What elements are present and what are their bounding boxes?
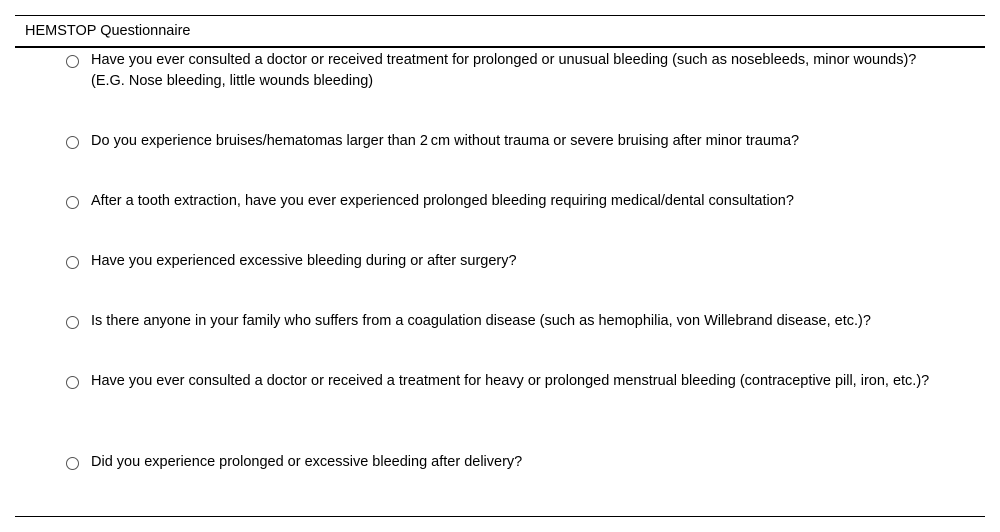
table-header-title: HEMSTOP Questionnaire — [25, 23, 191, 39]
question-text: After a tooth extraction, have you ever experienced prolonged bleeding requiring medical/dental consultation? — [91, 193, 794, 209]
answer-radio-button[interactable] — [66, 457, 79, 470]
question-row — [66, 50, 946, 92]
question-row — [66, 452, 946, 473]
question-text: Have you ever consulted a doctor or received a treatment for heavy or prolonged menstrual bleeding (contraceptive pill, iron, etc.)? — [91, 373, 930, 389]
answer-radio-button[interactable] — [66, 316, 79, 329]
answer-radio-button[interactable] — [66, 256, 79, 269]
question-text: Have you ever consulted a doctor or received treatment for prolonged or unusual bleeding (such as nosebleeds, minor wounds)? (E.G. Nose bleeding, little wounds bleeding) — [91, 52, 917, 89]
question-row — [66, 131, 946, 152]
header-rule — [15, 46, 985, 48]
question-row — [66, 371, 946, 392]
question-row — [66, 311, 946, 332]
question-row — [66, 251, 946, 272]
question-row — [66, 191, 946, 212]
top-rule — [15, 15, 985, 16]
question-text: Is there anyone in your family who suffers from a coagulation disease (such as hemophilia, von Willebrand disease, etc.)? — [91, 313, 871, 329]
question-text: Have you experienced excessive bleeding during or after surgery? — [91, 253, 517, 269]
question-text: Did you experience prolonged or excessive bleeding after delivery? — [91, 454, 523, 470]
answer-radio-button[interactable] — [66, 196, 79, 209]
answer-radio-button[interactable] — [66, 136, 79, 149]
answer-radio-button[interactable] — [66, 376, 79, 389]
question-text: Do you experience bruises/hematomas larger than 2 cm without trauma or severe bruising after minor trauma? — [91, 133, 800, 149]
bottom-rule — [15, 516, 985, 517]
answer-radio-button[interactable] — [66, 55, 79, 68]
